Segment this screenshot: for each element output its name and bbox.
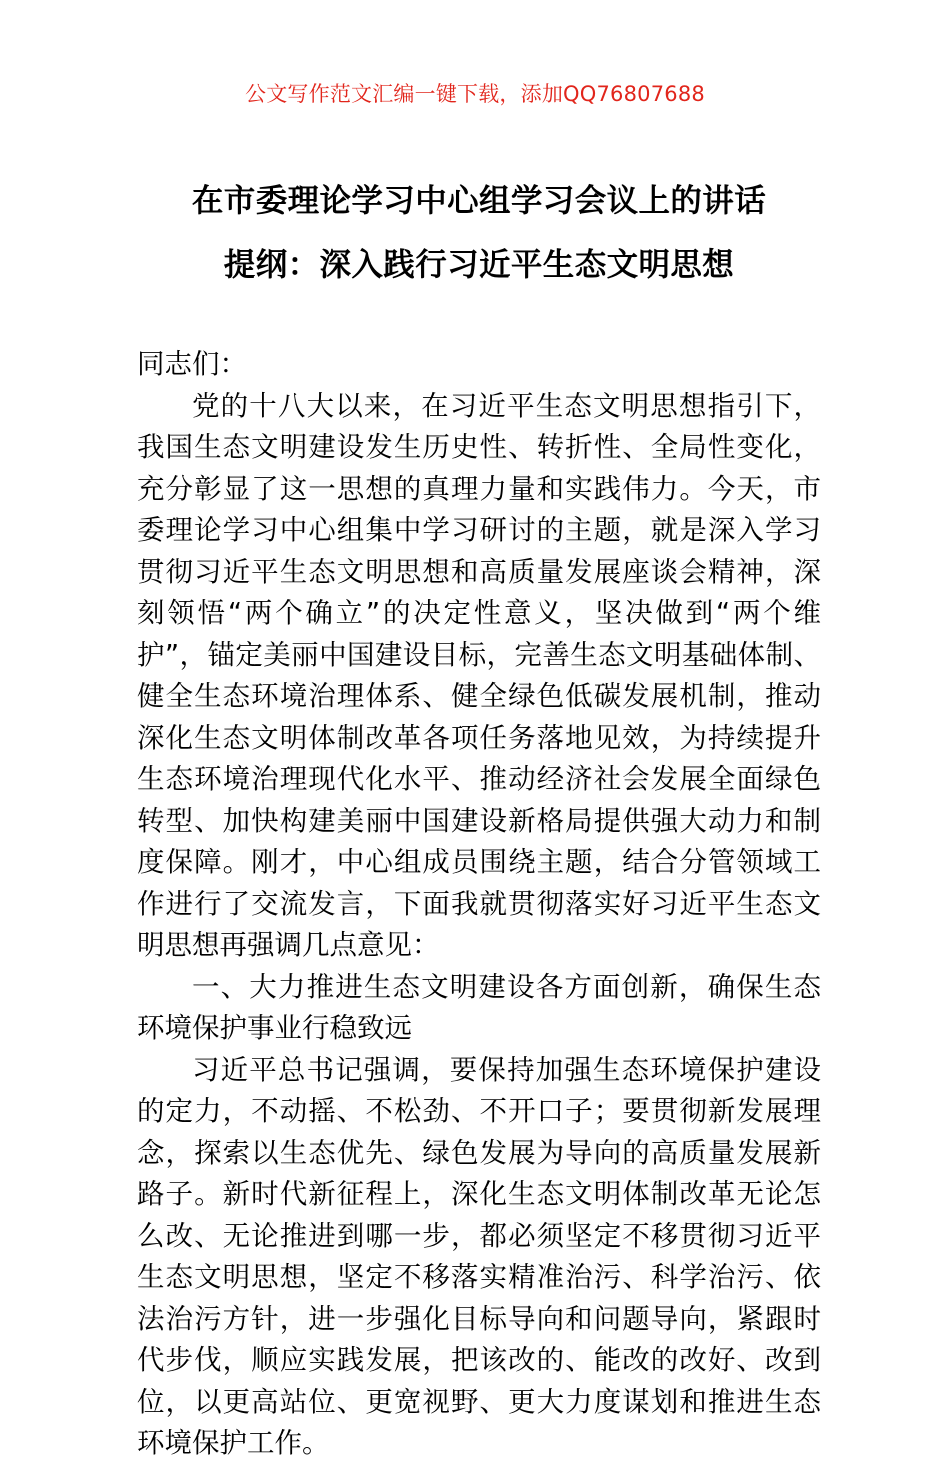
document-title-line-2: 提纲：深入践行习近平生态文明思想 — [223, 247, 735, 283]
body-paragraph-1: 党的十八大以来，在习近平生态文明思想指引下，我国生态文明建设发生历史性、转折性、全局性变化，充分彰显了这一思想的真理力量和实践伟力。今天，市委理论学习中心组集中学习研讨的主题，就是深入学习贯彻习近平生态文明思想和高质量发展座谈会精神，深刻领悟“两个确立”的决定性意义，坚决做到“两个维护”，锚定美丽中国建设目标，完善生态文明基础体制、健全生态环境治理体系、健全绿色低碳发展机制，推动深化生态文明体制改革各项任务落地见效，为持续提升生态环境治理现代化水平、推动经济社会发展全面绿色转型、加快构建美丽中国建设新格局提供强大动力和制度保障。刚才，中心组成员围绕主题，结合分管领域工作进行了交流发言，下面我就贯彻落实好习近平生态文明思想再强调几点意见： — [137, 389, 821, 961]
promo-watermark-banner — [0, 84, 950, 105]
section-1-body-paragraph-1: 习近平总书记强调，要保持加强生态环境保护建设的定力，不动摇、不松劲、不开口子；要贯彻新发展理念，探索以生态优先、绿色发展为导向的高质量发展新路子。新时代新征程上，深化生态文明体制改革无论怎么改、无论推进到哪一步，都必须坚定不移贯彻习近平生态文明思想，坚定不移落实精准治污、科学治污、依法治污方针，进一步强化目标导向和问题导向，紧跟时代步伐，顺应实践发展，把该改的、能改的改好、改到位，以更高站位、更宽视野、更大力度谋划和推进生态环境保护工作。 — [137, 1053, 821, 1459]
document-content — [137, 172, 821, 1465]
title-body-spacer — [137, 294, 821, 344]
document-title — [137, 172, 821, 294]
document-title-line-1: 在市委理论学习中心组学习会议上的讲话 — [191, 183, 767, 219]
promo-watermark-text: 公文写作范文汇编一键下载，添加QQ76807688 — [245, 82, 705, 106]
salutation-line: 同志们： — [137, 348, 247, 380]
section-heading-1: 一、大力推进生态文明建设各方面创新，确保生态环境保护事业行稳致远 — [137, 970, 821, 1044]
